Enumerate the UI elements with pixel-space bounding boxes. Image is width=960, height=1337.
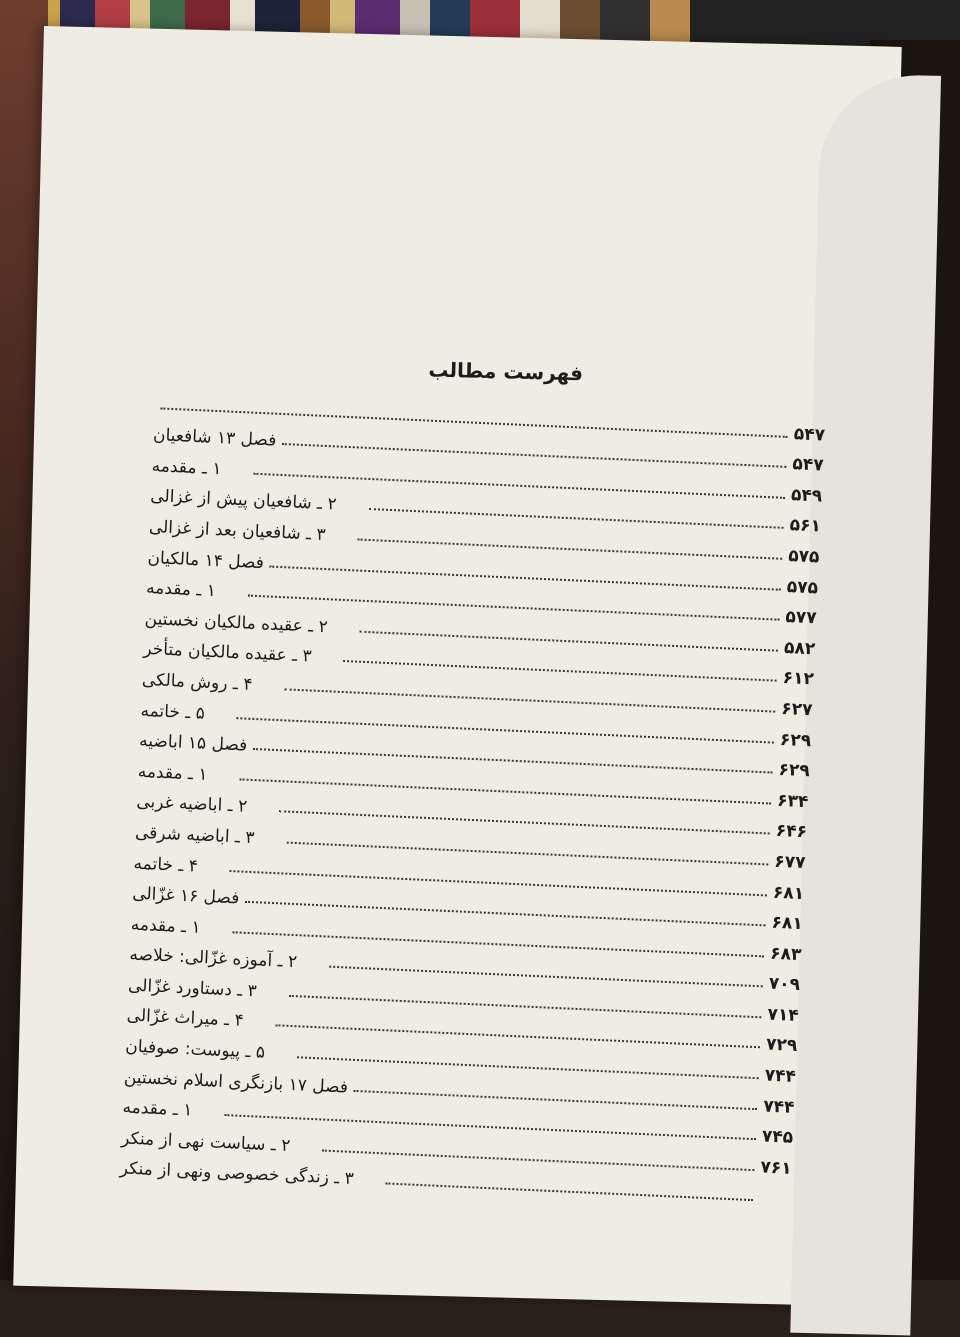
toc-entry-label: ۲ ـ آموزه غزّالی: خلاصه bbox=[129, 944, 298, 973]
toc-entry-label: ۱ ـ مقدمه bbox=[137, 761, 209, 785]
toc-entry-label: ۱ ـ مقدمه bbox=[122, 1097, 193, 1121]
toc-entry-label: ۳ ـ دستاورد غزّالی bbox=[127, 975, 258, 1002]
book-page bbox=[13, 26, 902, 1307]
toc-page-number: ۵۴۹ bbox=[790, 484, 823, 507]
toc-page-number bbox=[759, 1208, 819, 1211]
toc-page-number: ۵۷۷ bbox=[785, 607, 818, 629]
toc-page-number: ۶۷۷ bbox=[773, 851, 806, 874]
toc-entry-label: ۳ ـ زندگی خصوصی ونهی از منکر bbox=[119, 1158, 355, 1190]
toc-entry-label: فصل ۱۴ مالکیان bbox=[147, 547, 265, 573]
toc-entry-label: فصل ۱۷ بازنگری اسلام نخستین bbox=[123, 1067, 349, 1098]
toc-page-number: ۵۴۷ bbox=[793, 423, 826, 446]
toc-entry-label: ۴ ـ میراث غزّالی bbox=[126, 1005, 245, 1032]
toc-page-number: ۷۰۹ bbox=[768, 973, 801, 996]
toc-page-number: ۶۸۱ bbox=[772, 882, 805, 904]
toc-entry-label: ۲ ـ عقیده مالکیان نخستین bbox=[144, 608, 329, 637]
toc-page-number: ۷۱۴ bbox=[767, 1004, 800, 1026]
toc-page-number: ۷۶۱ bbox=[760, 1157, 793, 1179]
toc-page-number: ۵۷۵ bbox=[786, 576, 819, 598]
toc-entry-label: ۱ ـ مقدمه bbox=[145, 578, 217, 602]
toc-entry-label: ۲ ـ اباضیه غربی bbox=[136, 792, 248, 818]
toc-page-number: ۷۲۹ bbox=[765, 1035, 798, 1057]
toc-entry-label: ۲ ـ شافعیان پیش از غزالی bbox=[149, 486, 338, 515]
toc-entry-label: ۲ ـ سیاست نهی از منکر bbox=[120, 1128, 291, 1156]
toc-page-number: ۶۸۱ bbox=[771, 912, 804, 935]
toc-entry-label: ۴ ـ خاتمه bbox=[133, 853, 199, 877]
toc-page-number: ۶۴۶ bbox=[775, 821, 808, 843]
toc-entry-label: ۱ ـ مقدمه bbox=[151, 455, 222, 480]
toc-entry-label: فصل ۱۶ غزّالی bbox=[131, 883, 240, 909]
toc-page-number: ۷۴۵ bbox=[761, 1126, 794, 1149]
toc-page-number: ۵۴۷ bbox=[792, 454, 825, 476]
toc-page-number: ۶۸۳ bbox=[769, 943, 802, 965]
toc-entry-label: ۱ ـ مقدمه bbox=[130, 914, 202, 938]
toc-entry-label: ۵ ـ پیوست: صوفیان bbox=[124, 1036, 266, 1063]
toc-page-number: ۷۴۴ bbox=[762, 1096, 795, 1118]
toc-page-number: ۵۶۱ bbox=[789, 515, 822, 537]
toc-page-number: ۵۷۵ bbox=[787, 546, 820, 568]
toc-entry-label: ۳ ـ شافعیان بعد از غزالی bbox=[148, 517, 327, 546]
toc-page-number: ۶۲۷ bbox=[780, 698, 813, 721]
toc-entry-label: فصل ۱۵ اباضیه bbox=[138, 730, 248, 756]
toc-page-number: ۷۴۴ bbox=[764, 1065, 797, 1087]
toc-entry-label: ۵ ـ خاتمه bbox=[140, 700, 206, 724]
toc-entry-label: ۳ ـ اباضیه شرقی bbox=[134, 822, 255, 849]
toc-entry-label: ۴ ـ روش مالکی bbox=[141, 669, 253, 695]
table-of-contents bbox=[119, 384, 854, 1210]
page-title: فهرست مطالب bbox=[428, 357, 584, 386]
toc-entry-label: ۳ ـ عقیده مالکیان متأخر bbox=[142, 639, 313, 667]
toc-entry-label: فصل ۱۳ شافعیان bbox=[152, 425, 277, 451]
toc-leader-dots bbox=[386, 1182, 754, 1202]
toc-page-number: ۵۸۲ bbox=[783, 637, 816, 660]
toc-page-number: ۶۲۹ bbox=[779, 729, 812, 751]
toc-page-number: ۶۲۹ bbox=[778, 759, 811, 782]
toc-page-number: ۶۳۴ bbox=[776, 790, 809, 812]
toc-page-number: ۶۱۲ bbox=[782, 668, 815, 690]
